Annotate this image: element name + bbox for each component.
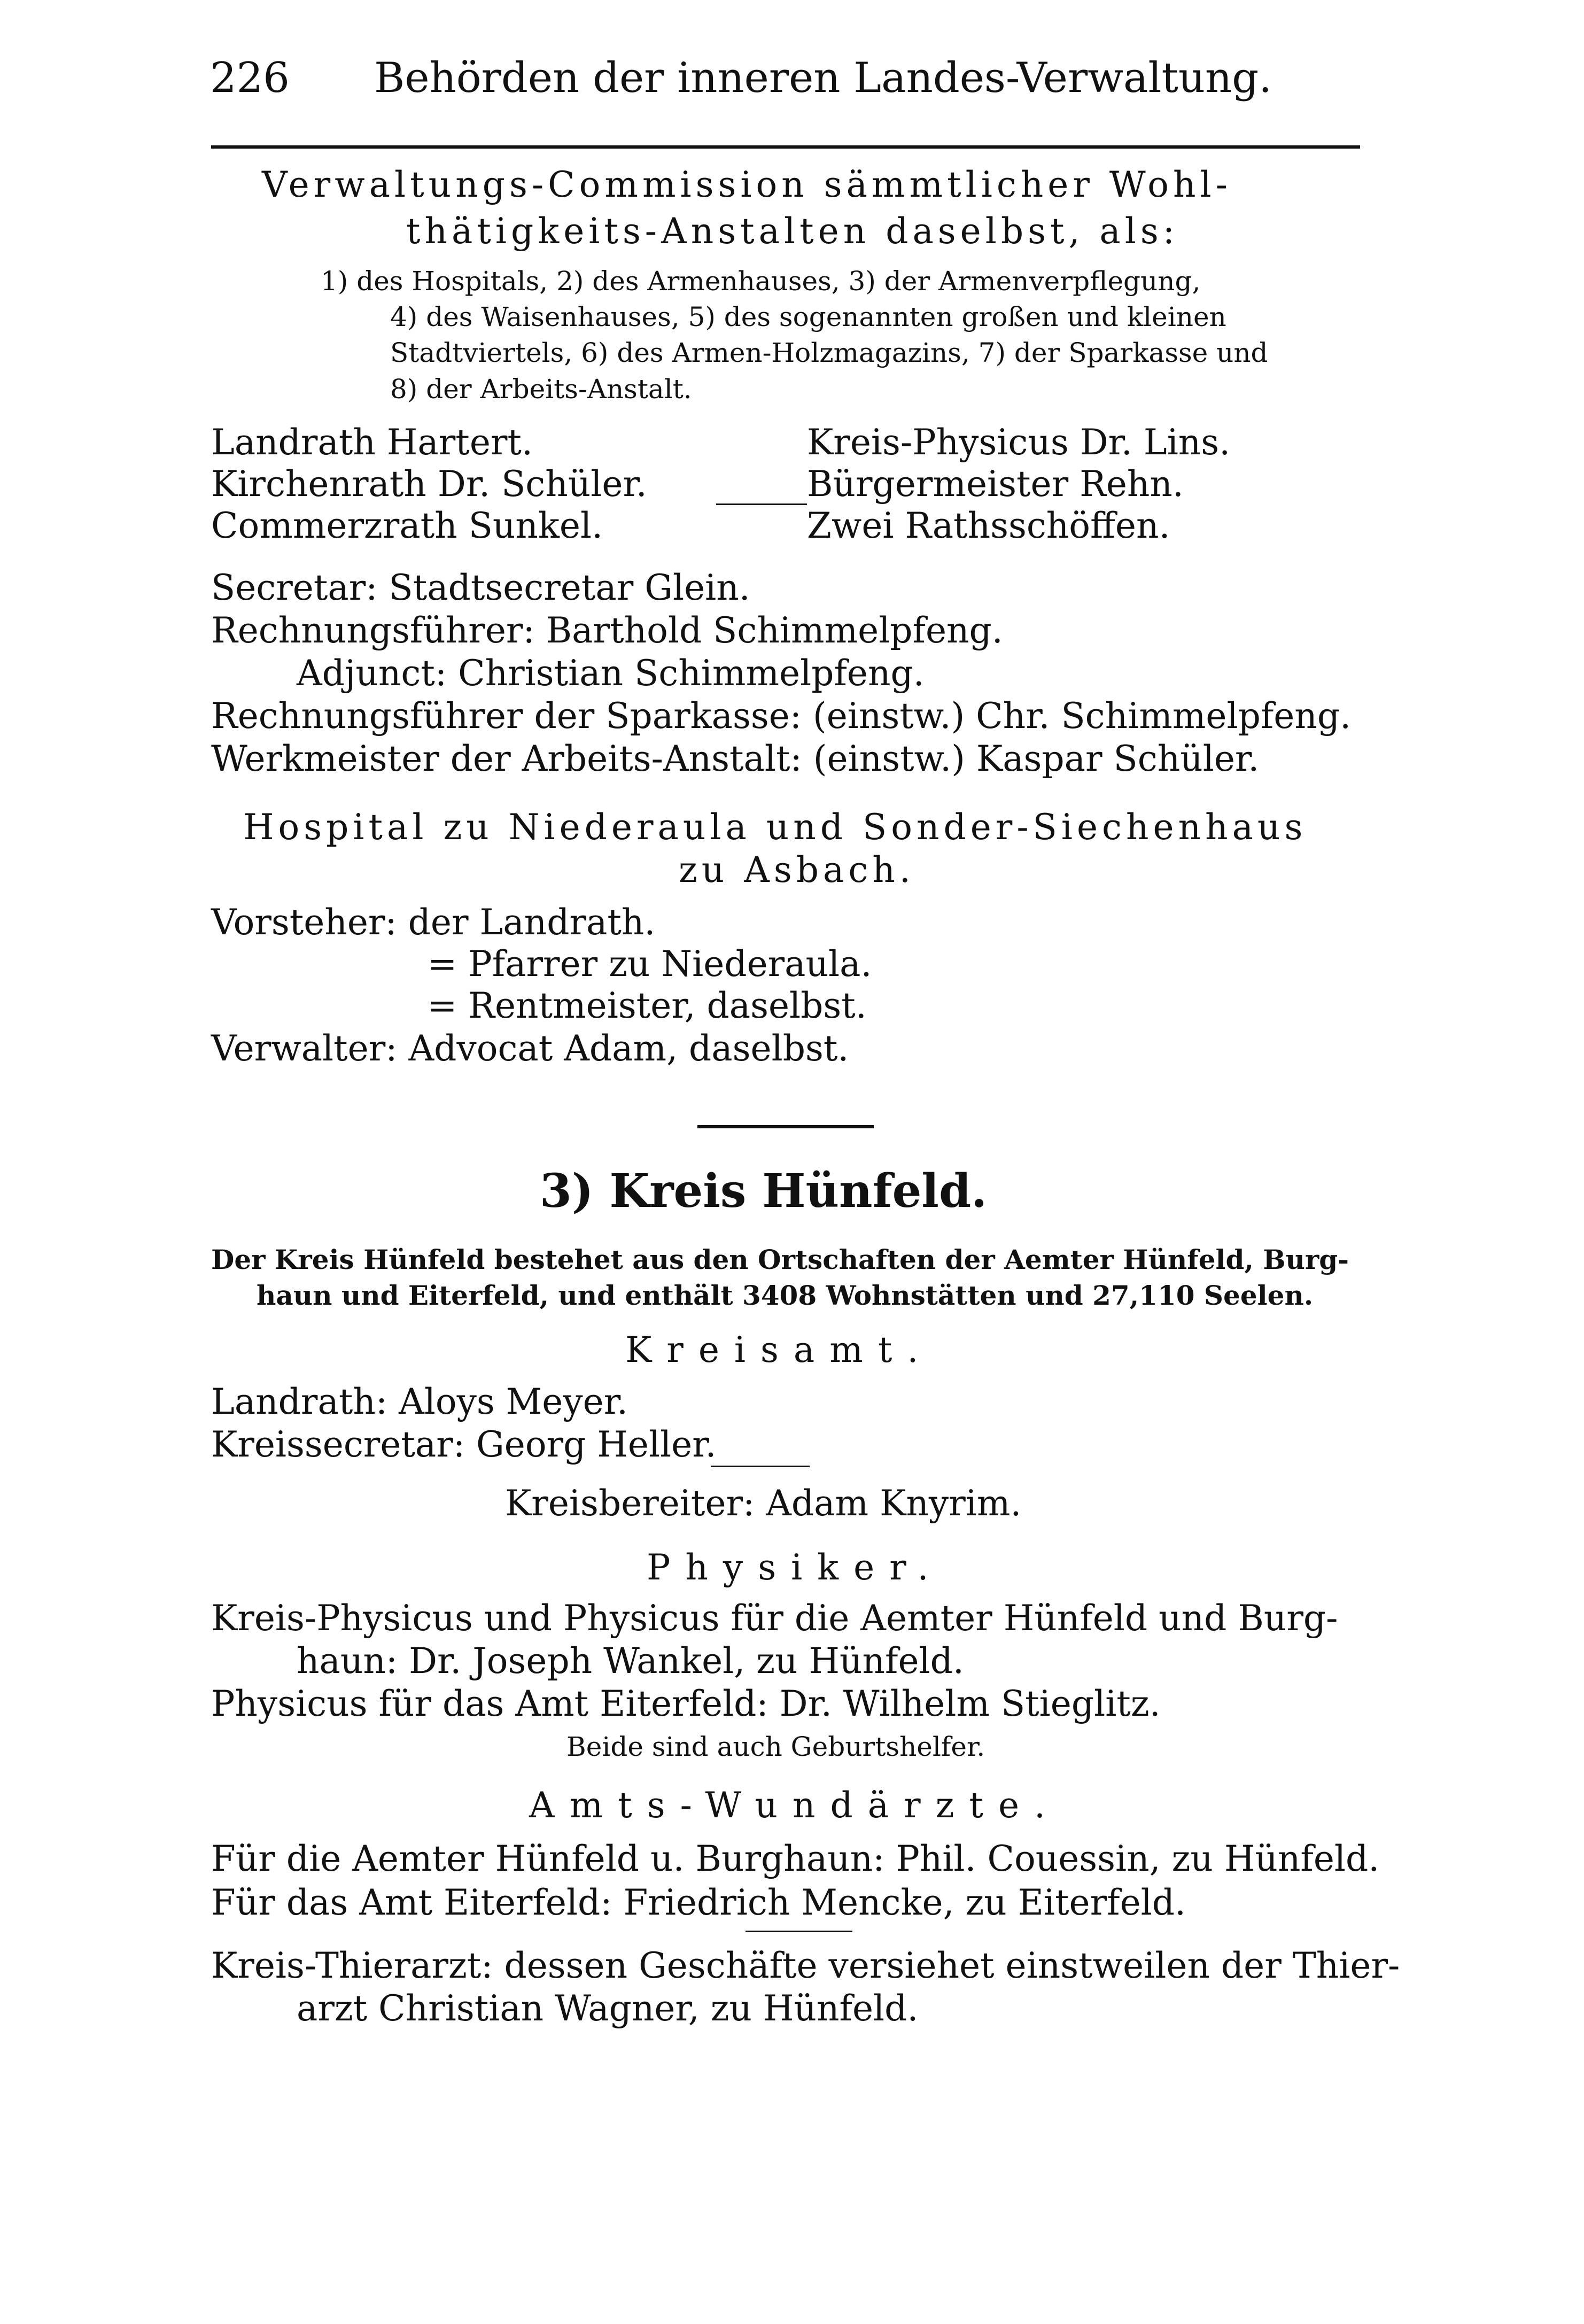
header-rule	[211, 145, 1360, 149]
list-line: 4) des Waisenhauses, 5) des sogenannten großen und kleinen	[390, 301, 1226, 332]
official-line: Rechnungsführer der Sparkasse: (einstw.) Chr. Schimmelpfeng.	[211, 695, 1352, 737]
hospital-heading-line1: Hospital zu Niederaula und Sonder-Siechenhaus	[243, 807, 1307, 848]
list-line: Stadtviertels, 6) des Armen-Holzmagazins, 7) der Sparkasse und	[390, 337, 1268, 368]
official-line: Rechnungsführer: Barthold Schimmelpfeng.	[211, 610, 1003, 651]
hospital-heading-line2: zu Asbach.	[679, 849, 915, 890]
brace-rule	[716, 503, 807, 505]
member-left: Landrath Hartert.	[211, 422, 533, 463]
physiker-heading: Physiker.	[647, 1547, 944, 1588]
kreis-title: 3) Kreis Hünfeld.	[540, 1164, 988, 1218]
vorsteher-item: = Rentmeister, daselbst.	[428, 985, 867, 1026]
page-number: 226	[210, 54, 290, 102]
brace-rule	[746, 1931, 852, 1932]
wundarzt-line: Für das Amt Eiterfeld: Friedrich Mencke, zu Eiterfeld.	[211, 1882, 1186, 1923]
vorsteher-item: = Pfarrer zu Niederaula.	[428, 943, 872, 985]
landrath-line: Landrath: Aloys Meyer.	[211, 1381, 628, 1422]
list-line: 8) der Arbeits-Anstalt.	[390, 374, 692, 405]
list-line: 1) des Hospitals, 2) des Armenhauses, 3) der Armenverpflegung,	[321, 266, 1201, 297]
kreis-intro-line2: haun und Eiterfeld, und enthält 3408 Wohnstätten und 27,110 Seelen.	[257, 1280, 1314, 1311]
wundarzt-line: Für die Aemter Hünfeld u. Burghaun: Phil. Couessin, zu Hünfeld.	[211, 1838, 1380, 1879]
official-line: Secretar: Stadtsecretar Glein.	[211, 567, 750, 608]
official-line: Werkmeister der Arbeits-Anstalt: (einstw.) Kaspar Schüler.	[211, 738, 1260, 779]
thierarzt-line1: Kreis-Thierarzt: dessen Geschäfte versiehet einstweilen der Thier-	[211, 1945, 1400, 1986]
member-left: Commerzrath Sunkel.	[211, 505, 603, 546]
running-title: Behörden der inneren Landes-Verwaltung.	[374, 54, 1272, 102]
official-line: Adjunct: Christian Schimmelpfeng.	[297, 653, 925, 694]
wundaerzte-heading: Amts-Wundärzte.	[529, 1785, 1060, 1826]
commission-heading-line2: thätigkeits-Anstalten daselbst, als:	[406, 211, 1179, 252]
physicus-eiterfeld: Physicus für das Amt Eiterfeld: Dr. Wilhelm Stieglitz.	[211, 1683, 1161, 1724]
verwalter-line: Verwalter: Advocat Adam, daselbst.	[211, 1028, 849, 1069]
commission-heading-line1: Verwaltungs-Commission sämmtlicher Wohl-	[262, 164, 1232, 205]
physicus-line1: Kreis-Physicus und Physicus für die Aemter Hünfeld und Burg-	[211, 1598, 1338, 1639]
thierarzt-line2: arzt Christian Wagner, zu Hünfeld.	[297, 1988, 919, 2029]
kreissecretar-line: Kreissecretar: Georg Heller.	[211, 1424, 717, 1465]
kreisbereiter-line: Kreisbereiter: Adam Knyrim.	[505, 1483, 1022, 1524]
section-divider	[697, 1125, 874, 1128]
brace-rule	[711, 1466, 810, 1467]
member-left: Kirchenrath Dr. Schüler.	[211, 463, 647, 505]
member-right: Kreis-Physicus Dr. Lins.	[807, 422, 1231, 463]
member-right: Zwei Rathsschöffen.	[807, 505, 1170, 546]
kreisamt-heading: Kreisamt.	[625, 1329, 934, 1370]
physicus-line2: haun: Dr. Joseph Wankel, zu Hünfeld.	[297, 1640, 964, 1682]
geburtshelfer-note: Beide sind auch Geburtshelfer.	[566, 1731, 985, 1762]
member-right: Bürgermeister Rehn.	[807, 463, 1184, 505]
kreis-intro-line1: Der Kreis Hünfeld bestehet aus den Ortschaften der Aemter Hünfeld, Burg-	[211, 1244, 1349, 1275]
vorsteher-line: Vorsteher: der Landrath.	[211, 902, 656, 943]
